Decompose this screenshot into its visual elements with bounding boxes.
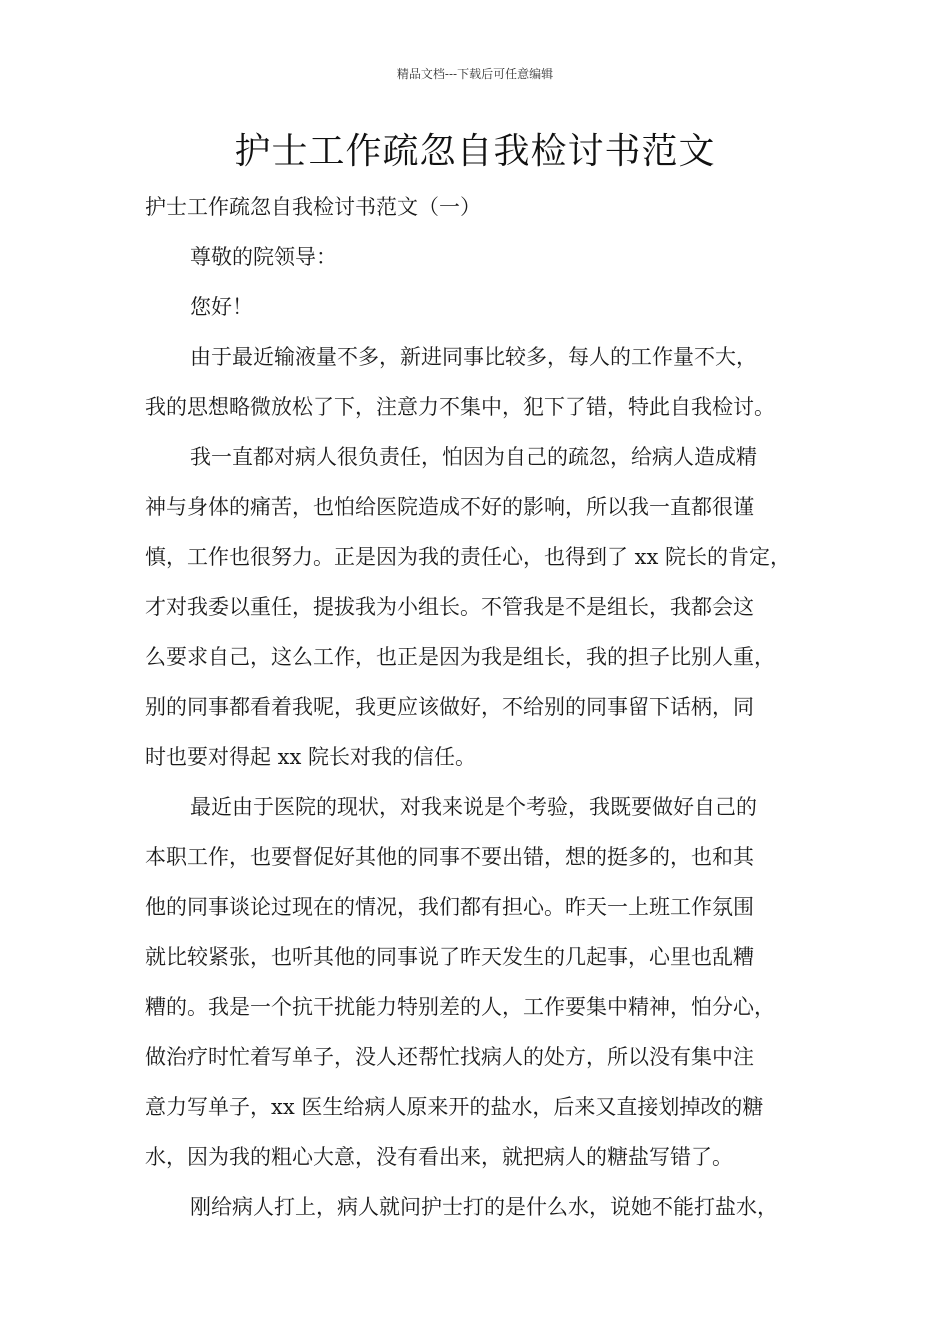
document-title: 护士工作疏忽自我检讨书范文 bbox=[234, 131, 716, 172]
body-line: 糟的。我是一个抗干扰能力特别差的人，工作要集中精神，怕分心， bbox=[145, 995, 775, 1019]
body-line: 最近由于医院的现状，对我来说是个考验，我既要做好自己的 bbox=[190, 795, 757, 819]
body-line: 护士工作疏忽自我检讨书范文（一） bbox=[145, 195, 481, 219]
body-line: 别的同事都看着我呢，我更应该做好，不给别的同事留下话柄，同 bbox=[145, 695, 754, 719]
body-line: 他的同事谈论过现在的情况，我们都有担心。昨天一上班工作氛围 bbox=[145, 895, 754, 919]
body-line: 水，因为我的粗心大意，没有看出来，就把病人的糖盐写错了。 bbox=[145, 1145, 733, 1169]
document-body bbox=[145, 182, 825, 1232]
body-line: 您好！ bbox=[190, 295, 253, 319]
body-line: 神与身体的痛苦，也怕给医院造成不好的影响，所以我一直都很谨 bbox=[145, 495, 754, 519]
body-line: 由于最近输液量不多，新进同事比较多，每人的工作量不大， bbox=[190, 345, 757, 369]
body-line: 本职工作，也要督促好其他的同事不要出错，想的挺多的，也和其 bbox=[145, 845, 754, 869]
body-line: 就比较紧张，也听其他的同事说了昨天发生的几起事，心里也乱糟 bbox=[145, 945, 754, 969]
body-line: 我的思想略微放松了下，注意力不集中，犯下了错，特此自我检讨。 bbox=[145, 395, 775, 419]
body-line: 尊敬的院领导： bbox=[190, 245, 337, 269]
body-line: 做治疗时忙着写单子，没人还帮忙找病人的处方，所以没有集中注 bbox=[145, 1045, 754, 1069]
header-note: 精品文档---下载后可任意编辑 bbox=[396, 67, 554, 81]
body-line: 我一直都对病人很负责任，怕因为自己的疏忽，给病人造成精 bbox=[190, 445, 757, 469]
body-line: 意力写单子，xx 医生给病人原来开的盐水，后来又直接划掉改的糖 bbox=[145, 1095, 764, 1119]
body-line: 刚给病人打上，病人就问护士打的是什么水，说她不能打盐水， bbox=[190, 1195, 778, 1219]
body-line: 么要求自己，这么工作，也正是因为我是组长，我的担子比别人重， bbox=[145, 645, 775, 669]
body-line: 才对我委以重任，提拔我为小组长。不管我是不是组长，我都会这 bbox=[145, 595, 754, 619]
body-line: 时也要对得起 xx 院长对我的信任。 bbox=[145, 745, 477, 769]
body-line: 慎，工作也很努力。正是因为我的责任心，也得到了 xx 院长的肯定， bbox=[145, 545, 792, 569]
